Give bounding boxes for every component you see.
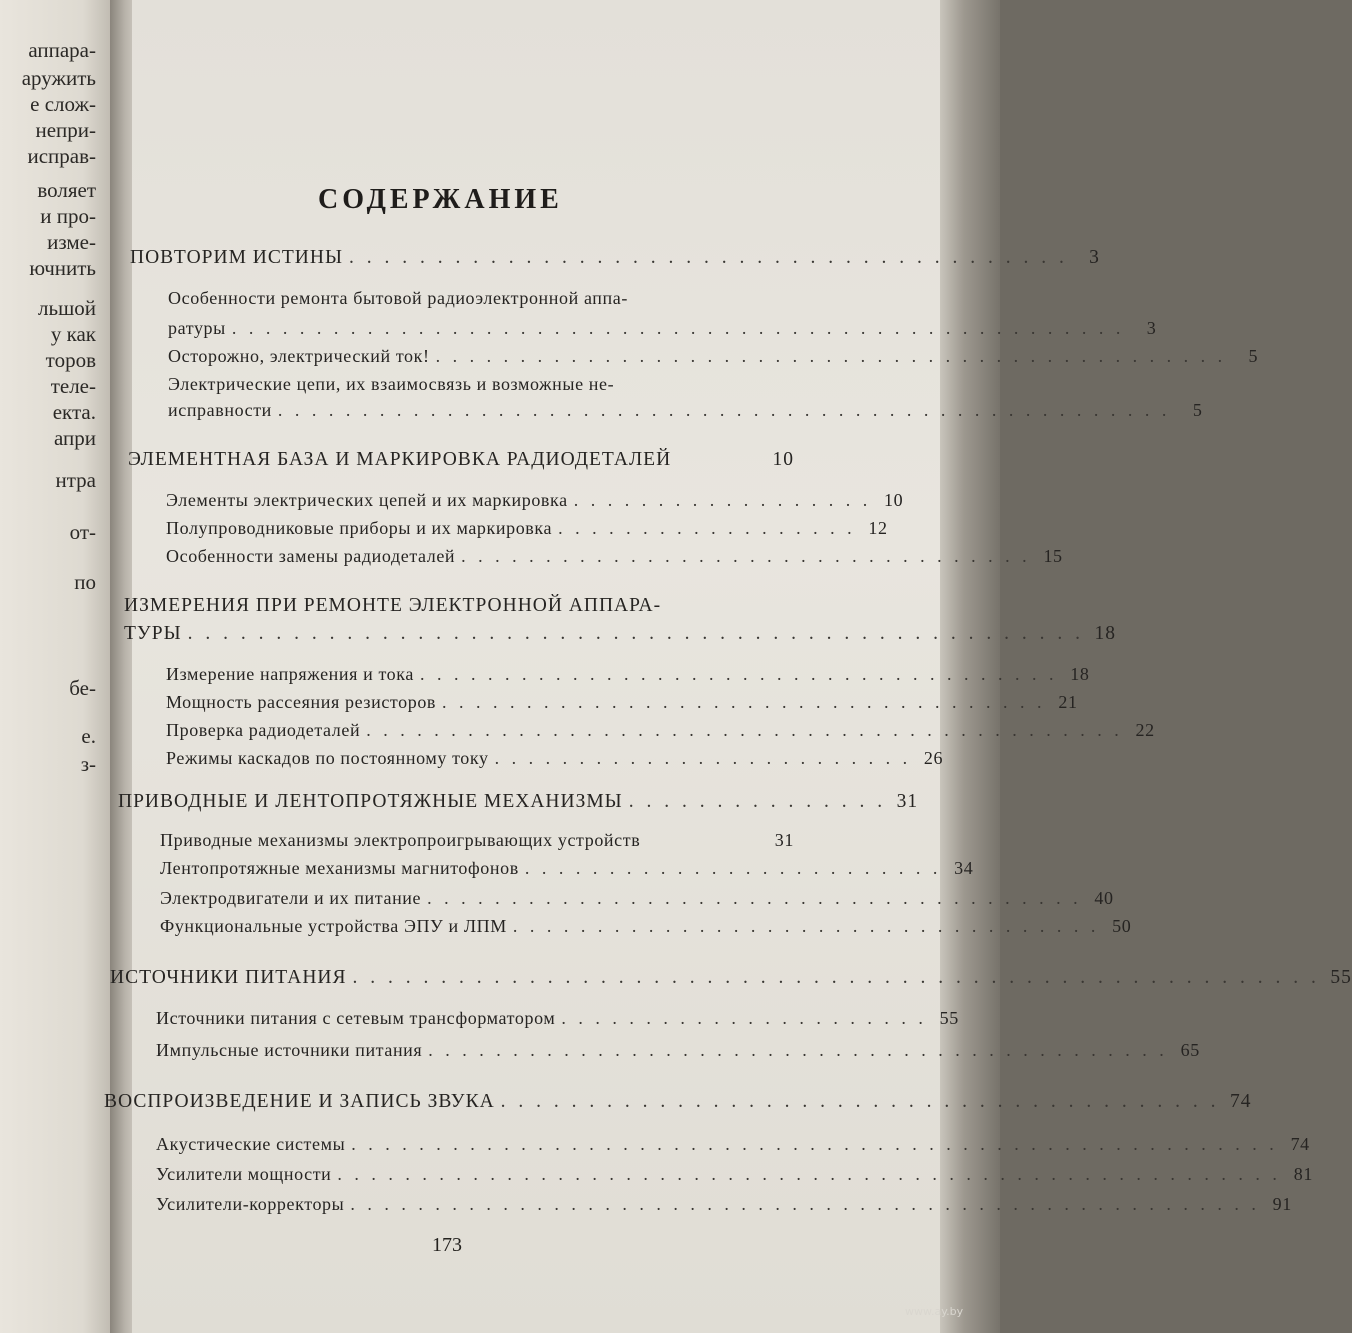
toc-page-number: 55: [939, 1008, 959, 1028]
toc-item-text: Особенности ремонта бытовой радиоэлектронной аппа-: [168, 288, 628, 308]
dot-leader: . . . . . . . . . . . . . . . . . . . . . . . . . . . . . . . . . . . . . . .: [427, 888, 1082, 908]
toc-page-number: 18: [1094, 623, 1116, 644]
toc-page-number: 15: [1043, 546, 1063, 566]
toc-item-row: [166, 542, 1063, 570]
toc-section-row: [124, 592, 764, 620]
toc-item-row: [156, 1004, 959, 1032]
toc-item-row: [166, 716, 1155, 744]
left-page-line: воляет: [37, 178, 96, 202]
left-page-line: по: [74, 570, 96, 594]
toc-item-row: [168, 396, 1203, 424]
toc-section-title: ВОСПРОИЗВЕДЕНИЕ И ЗАПИСЬ ЗВУКА: [104, 1091, 495, 1112]
dot-leader: . . . . . . . . . . . . . . . . . . . . . . . . . . . . . . . . . . . . . . . . . . . . . . . . . . . . . . .: [352, 967, 1320, 988]
toc-section-row: [130, 244, 1100, 272]
dot-leader: . . . . . . . . . . . . . . . . . . . . . . . . . . . . . . . . . . . . . . . . .: [348, 247, 1068, 268]
toc-item-row: [156, 1190, 1292, 1218]
toc-page-number: 65: [1180, 1040, 1200, 1060]
left-page-line: екта.: [52, 400, 96, 424]
toc-item-row: [168, 314, 1157, 342]
toc-page-number: 22: [1135, 720, 1155, 740]
toc-item-row: [156, 1160, 1313, 1188]
toc-item-row: [156, 1130, 1310, 1158]
toc-section-title: ПРИВОДНЫЕ И ЛЕНТОПРОТЯЖНЫЕ МЕХАНИЗМЫ: [118, 791, 623, 812]
toc-page-number: 40: [1094, 888, 1114, 908]
toc-section-row: [104, 1088, 1252, 1116]
left-page-line: е.: [81, 724, 96, 748]
left-page-line: изме-: [47, 230, 96, 254]
toc-item-row: [160, 826, 794, 854]
toc-page-number: 91: [1272, 1194, 1292, 1214]
left-page-line: з-: [80, 752, 96, 776]
toc-item-text: Источники питания с сетевым трансформатором: [156, 1008, 556, 1028]
dot-leader: . . . . . . . . . . . . . . . . . . . . . . . . . . . . . . . . . . . . . .: [419, 664, 1058, 684]
dot-leader: . . . . . . . . . . . . . . . . . . . . . . . . . . . . . . . . . . . . . . . . . . . . .: [366, 720, 1123, 740]
dot-leader: . . . . . . . . . . . . . . . . . . . . . . . . . . . . . . . . . . . . . . . . . . . . . . . . . . . . . . .: [351, 1134, 1278, 1154]
left-page-line: нтра: [55, 468, 96, 492]
toc-item-row: [166, 660, 1090, 688]
toc-item-text: Функциональные устройства ЭПУ и ЛПМ: [160, 916, 507, 936]
toc-page-number: 5: [1192, 400, 1203, 420]
toc-page-number: 31: [774, 830, 794, 850]
left-page-line: непри-: [35, 118, 96, 142]
toc-section-row: [110, 964, 1352, 992]
left-page-line: аппара-: [28, 38, 96, 62]
dot-leader: . . . . . . . . . . . . . . . . . . . . . . . . . . . . . . . . . . . . . . . . . . . . . . . . . . . . .: [231, 318, 1125, 338]
toc-title: СОДЕРЖАНИЕ: [318, 184, 563, 215]
toc-item-text: Лентопротяжные механизмы магнитофонов: [160, 858, 519, 878]
toc-page-number: 55: [1330, 967, 1352, 988]
left-page-line: торов: [45, 348, 96, 372]
dot-leader: . . . . . . . . . . . . . . . . . .: [573, 490, 872, 510]
toc-page-number: 10: [772, 449, 794, 470]
dot-leader: . . . . . . . . . . . . . . . . . . . . . . . . . . . . . . . . . . . . . . . . .: [500, 1091, 1220, 1112]
toc-item-text: Электродвигатели и их питание: [160, 888, 422, 908]
toc-item-row: [166, 744, 944, 772]
dot-leader: . . . . . . . . . . . . . . . . . . . . . . . . .: [524, 858, 942, 878]
dot-leader: . . . . . . . . . . . . . . . . . . . . . . . . . . . . . . . . . . . . . . . . . . . .: [428, 1040, 1168, 1060]
left-page: [0, 0, 118, 1333]
toc-item-text: Осторожно, электрический ток!: [168, 346, 430, 366]
page-number: 173: [432, 1234, 462, 1256]
dot-leader: . . . . . . . . . . . . . . . . . . . . . . . . . . . . . . . . . . . .: [442, 692, 1046, 712]
toc-item-row: [168, 342, 1259, 370]
left-page-line: исправ-: [27, 144, 96, 168]
toc-page-number: 50: [1112, 916, 1132, 936]
toc-section-title: ИСТОЧНИКИ ПИТАНИЯ: [110, 967, 347, 988]
toc-item-text: Проверка радиодеталей: [166, 720, 361, 740]
toc-page-number: 74: [1290, 1134, 1310, 1154]
toc-item-row: [166, 688, 1078, 716]
toc-item-text: Режимы каскадов по постоянному току: [166, 748, 489, 768]
toc-item-text: Элементы электрических цепей и их маркировка: [166, 490, 568, 510]
dot-leader: . . . . . . . . . . . . . . . . . . . . . . . . . . . . . . . . . . .: [512, 916, 1100, 936]
dot-leader: . . . . . . . . . . . . . . . . . . . . . . . . . . . . . . . . . . . . . . . . . . . . . . .: [435, 346, 1227, 366]
toc-section-row: [118, 788, 919, 816]
toc-item-row: [166, 514, 888, 542]
toc-item-text: ратуры: [168, 318, 226, 338]
toc-section-row: [128, 446, 794, 474]
toc-item-text: Импульсные источники питания: [156, 1040, 423, 1060]
toc-page-number: 5: [1248, 346, 1259, 366]
toc-item-row: [160, 884, 1114, 912]
left-page-line: е слож-: [30, 92, 96, 116]
toc-section-title: ИЗМЕРЕНИЯ ПРИ РЕМОНТЕ ЭЛЕКТРОННОЙ АППАРА-: [124, 595, 662, 616]
toc-page-number: 81: [1293, 1164, 1313, 1184]
watermark: www.ay.by: [905, 1305, 964, 1318]
dot-leader: . . . . . . . . . . . . . . . . . . . . . .: [561, 1008, 927, 1028]
dot-leader: . . . . . . . . . . . . . . . . . . . . . . . . . . . . . . . . . . . . . . . . . . . . . . . . . . . . . .: [350, 1194, 1260, 1214]
toc-item-text: исправности: [168, 400, 272, 420]
toc-section-row: [124, 620, 1116, 648]
dot-leader: . . . . . . . . . . . . . . . . . . . . . . . . . . . . . . . . . . . . . . . . . . . . . . . . . . . . .: [277, 400, 1171, 420]
dot-leader: . . . . . . . . . . . . . . . . . . . . . . . . .: [494, 748, 912, 768]
toc-page-number: 74: [1230, 1091, 1252, 1112]
toc-item-row: [160, 912, 1132, 940]
toc-section-title: ПОВТОРИМ ИСТИНЫ: [130, 247, 343, 268]
left-page-line: бе-: [69, 676, 96, 700]
toc-page-number: 31: [896, 791, 919, 812]
toc-item-row: [160, 854, 974, 882]
dot-leader: . . . . . . . . . . . . . . .: [628, 791, 887, 812]
dot-leader: . . . . . . . . . . . . . . . . . . . . . . . . . . . . . . . . . .: [461, 546, 1031, 566]
toc-item-text: Акустические системы: [156, 1134, 346, 1154]
toc-item-text: Полупроводниковые приборы и их маркировка: [166, 518, 553, 538]
toc-item-row: [156, 1036, 1200, 1064]
toc-item-text: Приводные механизмы электропроигрывающих устройств: [160, 830, 641, 850]
left-page-line: аружить: [21, 66, 96, 90]
toc-page-number: 18: [1070, 664, 1090, 684]
left-page-line: и про-: [40, 204, 96, 228]
toc-item-row: [166, 486, 904, 514]
toc-page-number: 10: [883, 490, 904, 510]
left-page-line: ючнить: [29, 256, 96, 280]
toc-page-number: 3: [1146, 318, 1157, 338]
left-page-line: у как: [50, 322, 96, 346]
toc-section-title-continued: ТУРЫ: [124, 623, 182, 644]
toc-page-number: 3: [1089, 247, 1100, 268]
dot-leader: . . . . . . . . . . . . . . . . . .: [558, 518, 856, 538]
left-page-line: от-: [69, 520, 96, 544]
toc-page-number: 21: [1058, 692, 1078, 712]
dot-leader: . . . . . . . . . . . . . . . . . . . . . . . . . . . . . . . . . . . . . . . . . . . . . . . . . . .: [187, 623, 1084, 644]
left-page-line: апри: [53, 426, 96, 450]
left-page-line: теле-: [50, 374, 96, 398]
toc-item-text: Особенности замены радиодеталей: [166, 546, 456, 566]
left-page-line: льшой: [38, 296, 96, 320]
toc-page-number: 34: [954, 858, 974, 878]
dot-leader: . . . . . . . . . . . . . . . . . . . . . . . . . . . . . . . . . . . . . . . . . . . . . . . . . . . . . . . .: [337, 1164, 1281, 1184]
toc-section-title: ЭЛЕМЕНТНАЯ БАЗА И МАРКИРОВКА РАДИОДЕТАЛЕЙ: [128, 449, 672, 470]
toc-item-text: Усилители мощности: [156, 1164, 332, 1184]
toc-item-text: Мощность рассеяния резисторов: [166, 692, 437, 712]
toc-item-text: Усилители-корректоры: [156, 1194, 345, 1214]
toc-item-text: Измерение напряжения и тока: [166, 664, 414, 684]
toc-item-row: [168, 370, 778, 398]
toc-item-row: [168, 284, 778, 312]
toc-item-text: Электрические цепи, их взаимосвязь и возможные не-: [168, 374, 615, 394]
toc-page-number: 12: [868, 518, 888, 538]
toc-page-number: 26: [923, 748, 944, 768]
